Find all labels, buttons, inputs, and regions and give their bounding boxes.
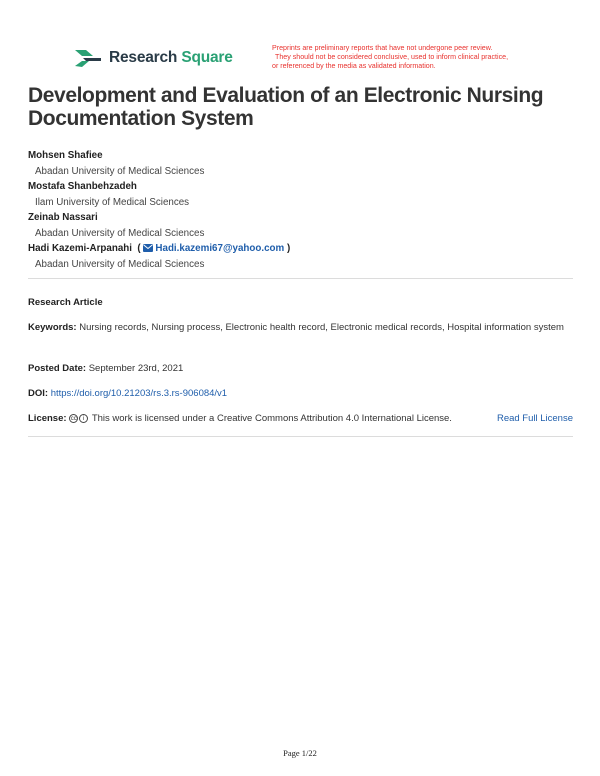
page-number: Page 1/22 xyxy=(283,748,317,758)
article-type-label: Research Article xyxy=(28,297,103,308)
paper-title: Development and Evaluation of an Electronic Nursing Documentation System xyxy=(28,84,544,130)
header xyxy=(74,44,544,76)
author-email: Hadi.kazemi67@yahoo.com xyxy=(155,243,285,254)
brand-name xyxy=(109,49,233,67)
preprint-notice-line: They should not be considered conclusive, used to inform clinical practice, xyxy=(275,52,509,61)
author-email-link[interactable] xyxy=(143,243,284,254)
by-icon: i xyxy=(79,414,88,423)
author-name: Mohsen Shafiee xyxy=(28,150,103,161)
preprint-notice-line: or referenced by the media as validated information. xyxy=(272,61,436,70)
keywords-label: Keywords: xyxy=(28,322,77,333)
article-type xyxy=(28,295,573,310)
preprint-notice-line: Preprints are preliminary reports that have not undergone peer review. xyxy=(272,44,493,52)
posted-date-value: September 23rd, 2021 xyxy=(88,363,184,374)
divider xyxy=(28,278,573,279)
research-square-logo[interactable] xyxy=(74,48,233,68)
author-affiliation: Ilam University of Medical Sciences xyxy=(35,196,190,208)
license-label: License: xyxy=(28,413,67,424)
author-affiliation: Abadan University of Medical Sciences xyxy=(35,258,205,270)
author-name: Hadi Kazemi-Arpanahi xyxy=(28,243,132,254)
author-name: Mostafa Shanbehzadeh xyxy=(28,181,137,192)
mail-icon xyxy=(143,244,153,252)
keywords xyxy=(28,320,573,335)
brand-word-2: Square xyxy=(181,49,233,66)
preprint-notice xyxy=(272,44,542,71)
author-affiliation: Abadan University of Medical Sciences xyxy=(35,227,205,239)
doi-label: DOI: xyxy=(28,388,49,399)
research-square-logo-icon xyxy=(74,48,102,68)
divider xyxy=(28,436,573,437)
posted-date-label: Posted Date: xyxy=(28,363,87,374)
cc-icon: cc xyxy=(70,415,77,422)
corresponding-author: Hadi Kazemi-Arpanahi ( Hadi.kazemi67@yahoo.com ) xyxy=(28,243,291,254)
doi-link[interactable]: https://doi.org/10.21203/rs.3.rs-906084/v1 xyxy=(50,388,228,399)
author-name: Zeinab Nassari xyxy=(28,212,98,223)
license-text: This work is licensed under a Creative Commons Attribution 4.0 International License. xyxy=(91,413,452,424)
author-affiliation: Abadan University of Medical Sciences xyxy=(35,165,205,177)
keywords-value: Nursing records, Nursing process, Electronic health record, Electronic medical records, Hospital information system xyxy=(79,322,564,333)
read-full-license-link[interactable]: Read Full License xyxy=(496,413,573,424)
posted-date xyxy=(28,361,573,376)
author-list xyxy=(28,148,573,272)
doi xyxy=(28,386,573,401)
license xyxy=(28,411,573,426)
brand-word-1: Research xyxy=(109,49,178,66)
